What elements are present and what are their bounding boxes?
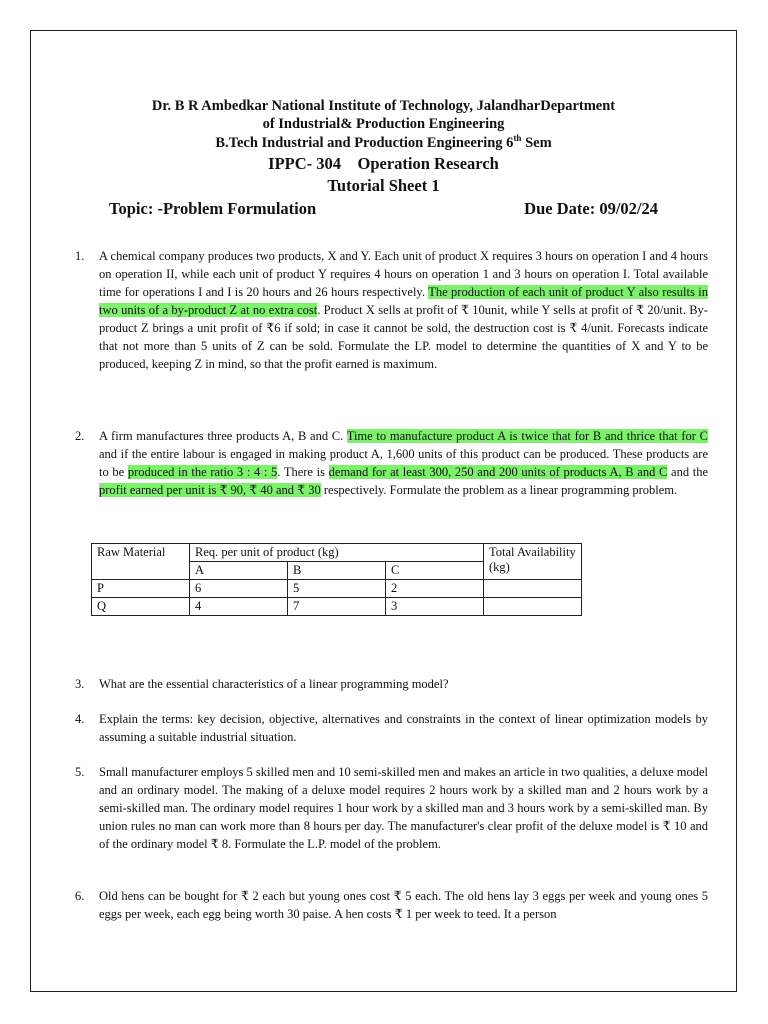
question-text: What are the essential characteristics of a linear programming model? — [99, 677, 449, 691]
institute-name: Dr. B R Ambedkar National Institute of Technology, JalandharDepartment — [151, 98, 616, 114]
question-number: 6. — [75, 889, 85, 903]
highlighted-text: The production of each unit of product Y also results in two units of a by-product Z at no extra cost — [99, 285, 708, 317]
table-cell: 7 — [288, 598, 386, 616]
question-text: Old hens can be bought for ₹ 2 each but young ones cost ₹ 5 each. The old hens lay 3 eggs per week and young ones 5 eggs per week, each egg being worth 30 paise. A hen costs ₹ 1 per week to teed. It a person — [99, 889, 708, 921]
table-cell — [484, 580, 582, 598]
question-number: 3. — [75, 677, 85, 691]
ordinal-suffix: th — [513, 133, 522, 144]
table-cell: 5 — [288, 580, 386, 598]
topic-label: Topic: -Problem Formulation — [109, 199, 317, 218]
table-cell — [484, 598, 582, 616]
highlighted-text: Time to manufacture product A is twice that for B and thrice that for C — [346, 429, 708, 443]
table-cell: 4 — [190, 598, 288, 616]
header-requirement: Req. per unit of product (kg) — [190, 544, 484, 562]
table-cell: Q — [92, 598, 190, 616]
table-row — [92, 598, 582, 616]
table-cell: 2 — [386, 580, 484, 598]
table-row — [92, 544, 582, 562]
question-number: 5. — [75, 765, 85, 779]
due-date: Due Date: 09/02/24 — [524, 199, 658, 218]
header-product-a: A — [190, 562, 288, 580]
course-title: IPPC- 304 Operation Research — [268, 154, 499, 173]
table-cell: 6 — [190, 580, 288, 598]
highlighted-text: produced in the ratio 3 : 4 : 5 — [127, 465, 278, 479]
header-product-c: C — [386, 562, 484, 580]
question-number: 1. — [75, 249, 85, 263]
question-text: A chemical company produces two products, X and Y. Each unit of product X requires 3 hours on operation I and 4 hours on operation II, while each unit of product Y requires 4 hours on operation 1 and 3 hours on operation I. Total available time for operations I and I is 20 hours and 26 hours respectively. The production of each unit of product Y also results in two units of a by-product Z at no extra cost. Product X sells at profit of ₹ 10unit, while Y sells at profit of ₹ 20/unit. By-product Z brings a unit profit of ₹6 if sold; in case it cannot be sold, the destruction cost is ₹ 4/unit. Forecasts indicate that not more than 5 units of Z can be sold. Formulate the LP. model to determine the quantities of X and Y to be produced, keeping Z in mind, so that the profit earned is maximum. — [99, 249, 708, 371]
question-text: Small manufacturer employs 5 skilled men and 10 semi-skilled men and makes an article in two qualities, a deluxe model and an ordinary model. The making of a deluxe model requires 2 hours work by a skilled man and 2 hours work by a semi-skilled man. The ordinary model requires 1 hour work by a skilled man and 3 hours work by a semi-skilled man. By union rules no man can work more than 8 hours per day. The manufacturer's clear profit of the deluxe model is ₹ 10 and of the ordinary model ₹ 8. Formulate the L.P. model of the problem. — [99, 765, 708, 851]
table-row — [92, 580, 582, 598]
highlighted-text: demand for at least 300, 250 and 200 units of products A, B and C — [328, 465, 668, 479]
sheet-title: Tutorial Sheet 1 — [327, 176, 440, 195]
raw-material-table — [91, 543, 582, 616]
highlighted-text: profit earned per unit is ₹ 90, ₹ 40 and ₹ 30 — [99, 483, 321, 497]
table-cell: 3 — [386, 598, 484, 616]
question-text: Explain the terms: key decision, objective, alternatives and constraints in the context of linear optimization models by assuming a suitable industrial situation. — [99, 712, 708, 744]
header-raw-material: Raw Material — [92, 544, 190, 580]
program-line: B.Tech Industrial and Production Engineering 6th Sem — [215, 133, 552, 151]
header-total-availability: Total Availability (kg) — [484, 544, 582, 580]
table-cell: P — [92, 580, 190, 598]
topic-row — [109, 199, 658, 219]
question-number: 2. — [75, 429, 85, 443]
document-page — [30, 30, 737, 992]
department-name: of Industrial& Production Engineering — [262, 116, 505, 132]
header-product-b: B — [288, 562, 386, 580]
question-number: 4. — [75, 712, 85, 726]
question-text: A firm manufactures three products A, B and C. Time to manufacture product A is twice that for B and thrice that for C and if the entire labour is engaged in making product A, 1,600 units of this product can be produced. These products are to be produced in the ratio 3 : 4 : 5. There is demand for at least 300, 250 and 200 units of products A, B and C and the profit earned per unit is ₹ 90, ₹ 40 and ₹ 30 respectively. Formulate the problem as a linear programming problem. — [99, 429, 709, 497]
